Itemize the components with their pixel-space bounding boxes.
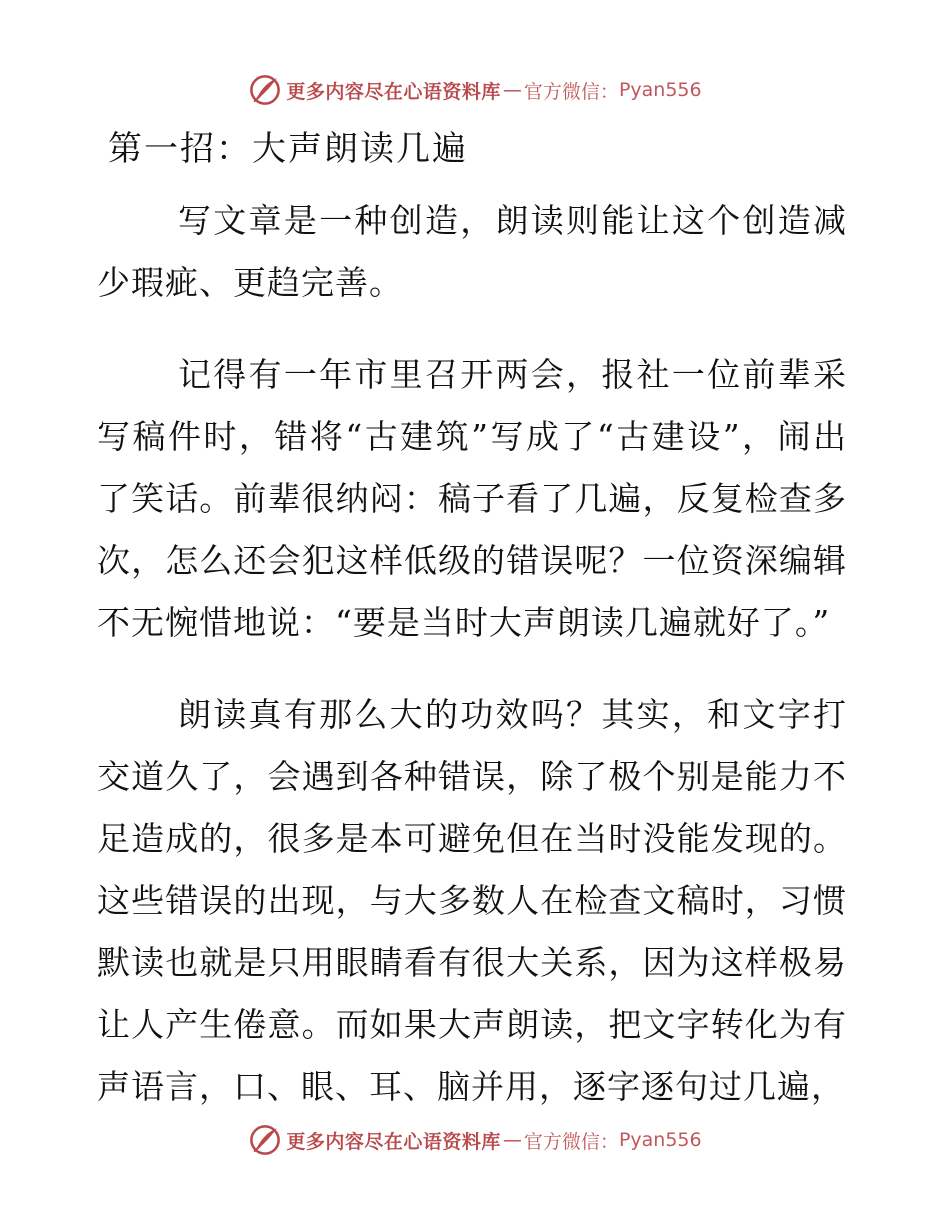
- paragraph: 朗读真有那么大的功效吗？其实，和文字打交道久了，会遇到各种错误，除了极个别是能力不足造成的，很多是本可避免但在当时没能发现的。这些错误的出现，与大多数人在检查文稿时，习惯默读也就是只用眼睛看有很大关系，因为这样极易让人产生倦意。而如果大声朗读，把文字转化为有声语言，口、眼、耳、脑并用，逐字逐句过几遍，: [97, 695, 847, 1106]
- paragraph: 记得有一年市里召开两会，报社一位前辈采写稿件时，错将“古建筑”写成了“古建设”，闹出了笑话。前辈很纳闷：稿子看了几遍，反复检查多次，怎么还会犯这样低级的错误呢？一位资深编辑不无惋惜地说：“要是当时大声朗读几遍就好了。”: [97, 355, 847, 642]
- banner-dash: —: [502, 1129, 522, 1151]
- banner-dash: —: [502, 79, 522, 101]
- banner-brand-text: 更多内容尽在心语资料库: [286, 1130, 501, 1153]
- feather-pen-logo-icon: [248, 1123, 282, 1157]
- paragraph: 写文章是一种创造，朗读则能让这个创造减少瑕疵、更趋完善。: [97, 201, 847, 302]
- article-body: [97, 190, 847, 1148]
- banner-brand-text: 更多内容尽在心语资料库: [286, 80, 501, 103]
- feather-pen-logo-icon: [248, 73, 282, 107]
- header-banner: [0, 70, 950, 110]
- footer-banner: [0, 1120, 950, 1160]
- section-heading: 第一招：大声朗读几遍: [108, 129, 468, 169]
- banner-wechat-id: Pyan556: [618, 1129, 702, 1151]
- banner-wechat-id: Pyan556: [618, 79, 702, 101]
- banner-wechat-label: 官方微信：: [523, 80, 619, 103]
- banner-wechat-label: 官方微信：: [523, 1130, 619, 1153]
